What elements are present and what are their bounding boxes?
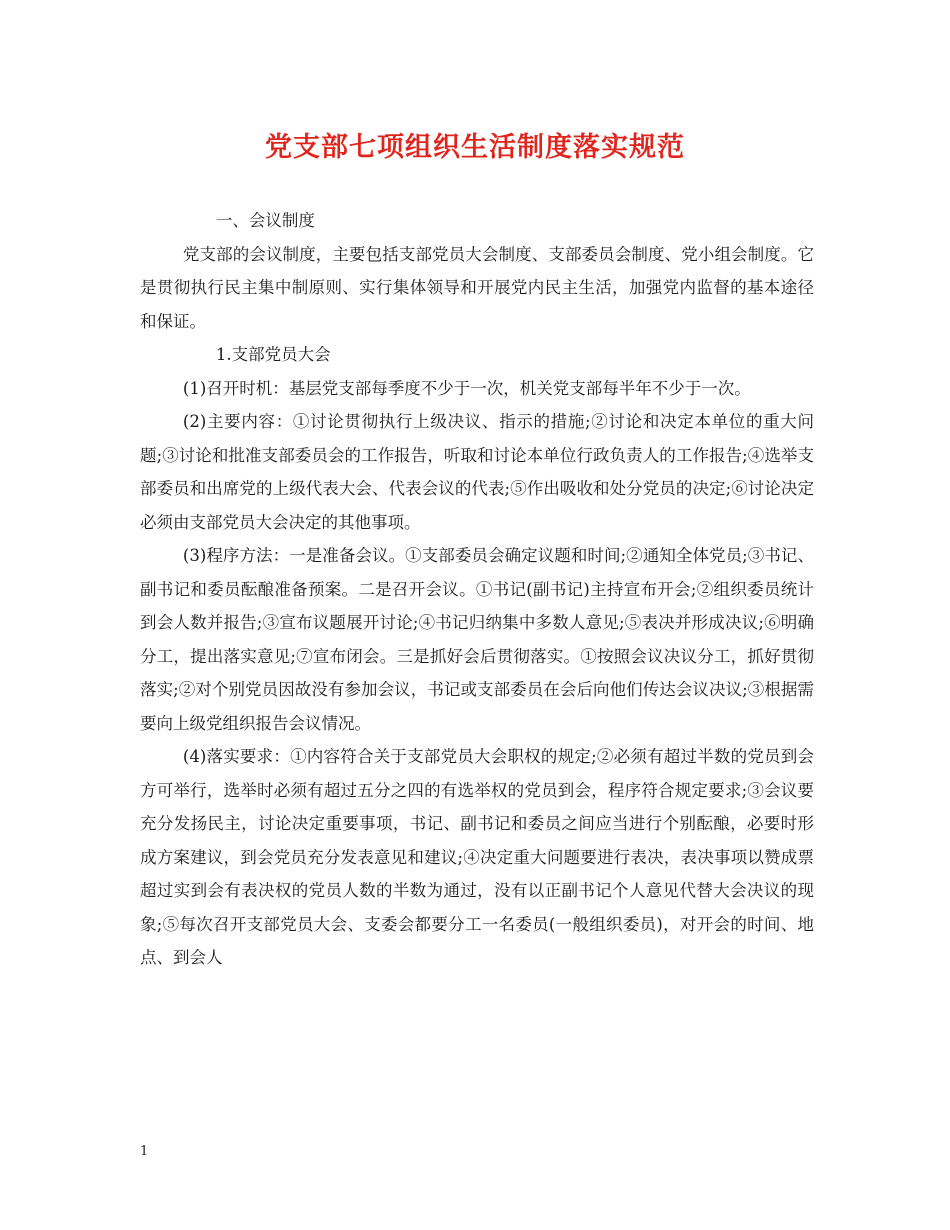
paragraph: (1)召开时机：基层党支部每季度不少于一次，机关党支部每半年不少于一次。: [182, 378, 751, 398]
paragraph: (2)主要内容：①讨论贯彻执行上级决议、指示的措施;②讨论和决定本单位的重大问题;③讨论和批准支部委员会的工作报告，听取和讨论本单位行政负责人的工作报告;④选举支部委员和出席党的上级代表大会、代表会议的代表;⑤作出吸收和处分党员的决定;⑥讨论决定必须由支部党员大会决定的其他事项。: [140, 412, 814, 532]
paragraph: (3)程序方法：一是准备会议。①支部委员会确定议题和时间;②通知全体党员;③书记、副书记和委员酝酿准备预案。二是召开会议。①书记(副书记)主持宣布开会;②组织委员统计到会人数并报告;③宣布议题展开讨论;④书记归纳集中多数人意见;⑤表决并形成决议;⑥明确分工，提出落实意见;⑦宣布闭会。三是抓好会后贯彻落实。①按照会议决议分工，抓好贯彻落实;②对个别党员因故没有参加会议，书记或支部委员在会后向他们传达会议决议;③根据需要向上级党组织报告会议情况。: [140, 546, 814, 733]
paragraph: (4)落实要求：①内容符合关于支部党员大会职权的规定;②必须有超过半数的党员到会方可举行，选举时必须有超过五分之四的有选举权的党员到会，程序符合规定要求;③会议要充分发扬民主，讨论决定重要事项，书记、副书记和委员之间应当进行个别酝酿，必要时形成方案建议，到会党员充分发表意见和建议;④决定重大问题要进行表决，表决事项以赞成票超过实到会有表决权的党员人数的半数为通过，没有以正副书记个人意见代替大会决议的现象;⑤每次召开支部党员大会、支委会都要分工一名委员(一般组织委员)，对开会的时间、地点、到会人: [140, 747, 814, 967]
document-body: [140, 204, 814, 975]
section-heading: 一、会议制度: [215, 211, 315, 230]
paragraph: 党支部的会议制度，主要包括支部党员大会制度、支部委员会制度、党小组会制度。它是贯彻执行民主集中制原则、实行集体领导和开展党内民主生活，加强党内监督的基本途径和保证。: [140, 244, 814, 331]
document-title: 党支部七项组织生活制度落实规范: [265, 132, 685, 163]
subsection-heading: 1.支部党员大会: [215, 345, 331, 364]
page-number: 1: [140, 1144, 149, 1159]
